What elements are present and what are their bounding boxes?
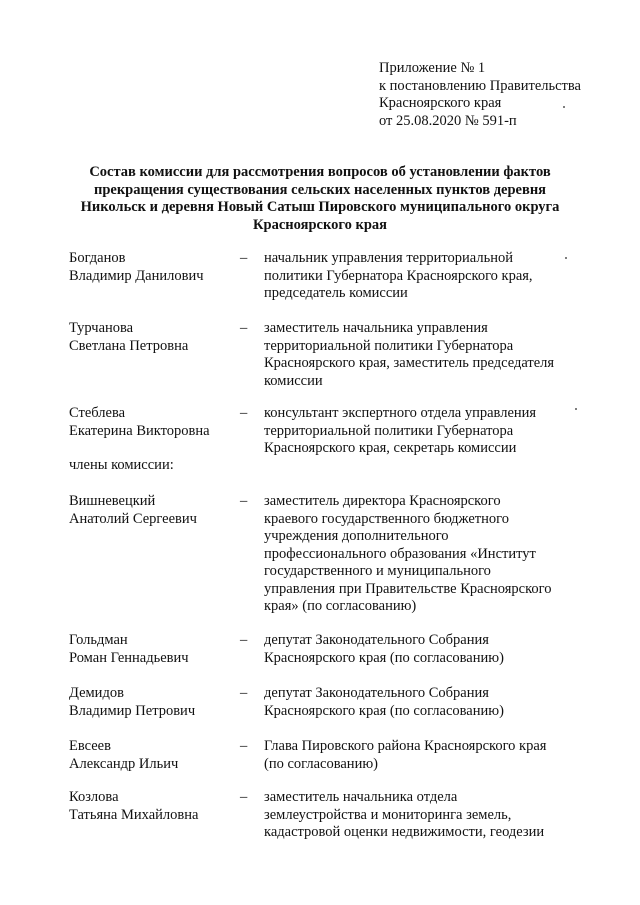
role-line: председатель комиссии: [264, 285, 408, 301]
member-role: [264, 320, 604, 390]
member-name: [69, 405, 210, 440]
dash-separator: –: [240, 789, 248, 805]
scan-speck: [565, 257, 567, 259]
member-surname: Козлова: [69, 789, 119, 805]
role-line: депутат Законодательного Собрания: [264, 685, 489, 701]
member-given-name: Татьяна Михайловна: [69, 806, 199, 823]
members-section-label: члены комиссии:: [69, 457, 174, 473]
member-surname: Турчанова: [69, 320, 134, 336]
dash-separator: –: [240, 320, 248, 336]
member-given-name: Александр Ильич: [69, 755, 179, 772]
role-line: комиссии: [264, 372, 323, 389]
title-line: Никольск и деревня Новый Сатыш Пировского муниципального округа: [80, 199, 560, 215]
role-line: заместитель директора Красноярского: [264, 493, 501, 509]
role-line: краевого государственного бюджетного: [264, 510, 509, 527]
member-name: [69, 632, 189, 667]
title-line: прекращения существования сельских населенных пунктов деревня: [93, 181, 547, 198]
member-surname: Стеблева: [69, 405, 126, 421]
member-name: [69, 320, 188, 355]
role-line: политики Губернатора Красноярского края,: [264, 267, 533, 284]
member-role: [264, 405, 604, 458]
member-surname: Демидов: [69, 685, 124, 701]
title-line: Состав комиссии для рассмотрения вопросов об установлении фактов: [89, 164, 551, 180]
appendix-line: от 25.08.2020 № 591-п: [379, 112, 517, 129]
dash-separator: –: [240, 493, 248, 509]
member-role: [264, 493, 604, 616]
role-line: заместитель начальника отдела: [264, 789, 458, 805]
member-given-name: Роман Геннадьевич: [69, 649, 189, 666]
member-given-name: Анатолий Сергеевич: [69, 510, 197, 527]
member-role: [264, 632, 604, 667]
member-role: [264, 685, 604, 720]
role-line: землеустройства и мониторинга земель,: [264, 806, 512, 823]
scan-speck: [575, 408, 577, 410]
role-line: депутат Законодательного Собрания: [264, 632, 489, 648]
appendix-line: Красноярского края: [379, 95, 502, 111]
dash-separator: –: [240, 738, 248, 754]
role-line: управления при Правительстве Красноярского: [264, 580, 552, 597]
role-line: начальник управления территориальной: [264, 250, 513, 266]
member-role: [264, 789, 604, 842]
member-role: [264, 250, 604, 303]
role-line: Красноярского края, секретарь комиссии: [264, 440, 517, 456]
dash-separator: –: [240, 250, 248, 266]
role-line: территориальной политики Губернатора: [264, 337, 514, 354]
role-line: учреждения дополнительного: [264, 528, 449, 544]
role-line: края» (по согласованию): [264, 598, 417, 614]
dash-separator: –: [240, 632, 248, 648]
appendix-line: Приложение № 1: [379, 60, 486, 76]
role-line: консультант экспертного отдела управления: [264, 405, 537, 421]
role-line: (по согласованию): [264, 755, 378, 772]
member-name: [69, 493, 197, 528]
member-surname: Гольдман: [69, 632, 128, 648]
role-line: государственного и муниципального: [264, 563, 491, 579]
role-line: Красноярского края, заместитель председателя: [264, 355, 555, 371]
role-line: заместитель начальника управления: [264, 320, 488, 336]
scan-speck: [563, 106, 565, 108]
member-given-name: Екатерина Викторовна: [69, 422, 210, 439]
member-name: [69, 250, 204, 285]
dash-separator: –: [240, 685, 248, 701]
role-line: кадастровой оценки недвижимости, геодезии: [264, 824, 545, 840]
title-line: Красноярского края: [253, 216, 387, 233]
role-line: Красноярского края (по согласованию): [264, 649, 504, 666]
member-role: [264, 738, 604, 773]
member-given-name: Владимир Данилович: [69, 267, 204, 284]
member-surname: Вишневецкий: [69, 493, 156, 509]
role-line: Глава Пировского района Красноярского края: [264, 738, 547, 754]
member-name: [69, 738, 178, 773]
member-surname: Евсеев: [69, 738, 111, 754]
appendix-line: к постановлению Правительства: [379, 77, 581, 94]
role-line: территориальной политики Губернатора: [264, 422, 514, 439]
dash-separator: –: [240, 405, 248, 421]
member-name: [69, 685, 195, 720]
member-surname: Богданов: [69, 250, 126, 266]
member-name: [69, 789, 198, 824]
role-line: профессионального образования «Институт: [264, 545, 536, 562]
member-given-name: Светлана Петровна: [69, 337, 189, 354]
role-line: Красноярского края (по согласованию): [264, 702, 504, 719]
member-given-name: Владимир Петрович: [69, 702, 196, 719]
